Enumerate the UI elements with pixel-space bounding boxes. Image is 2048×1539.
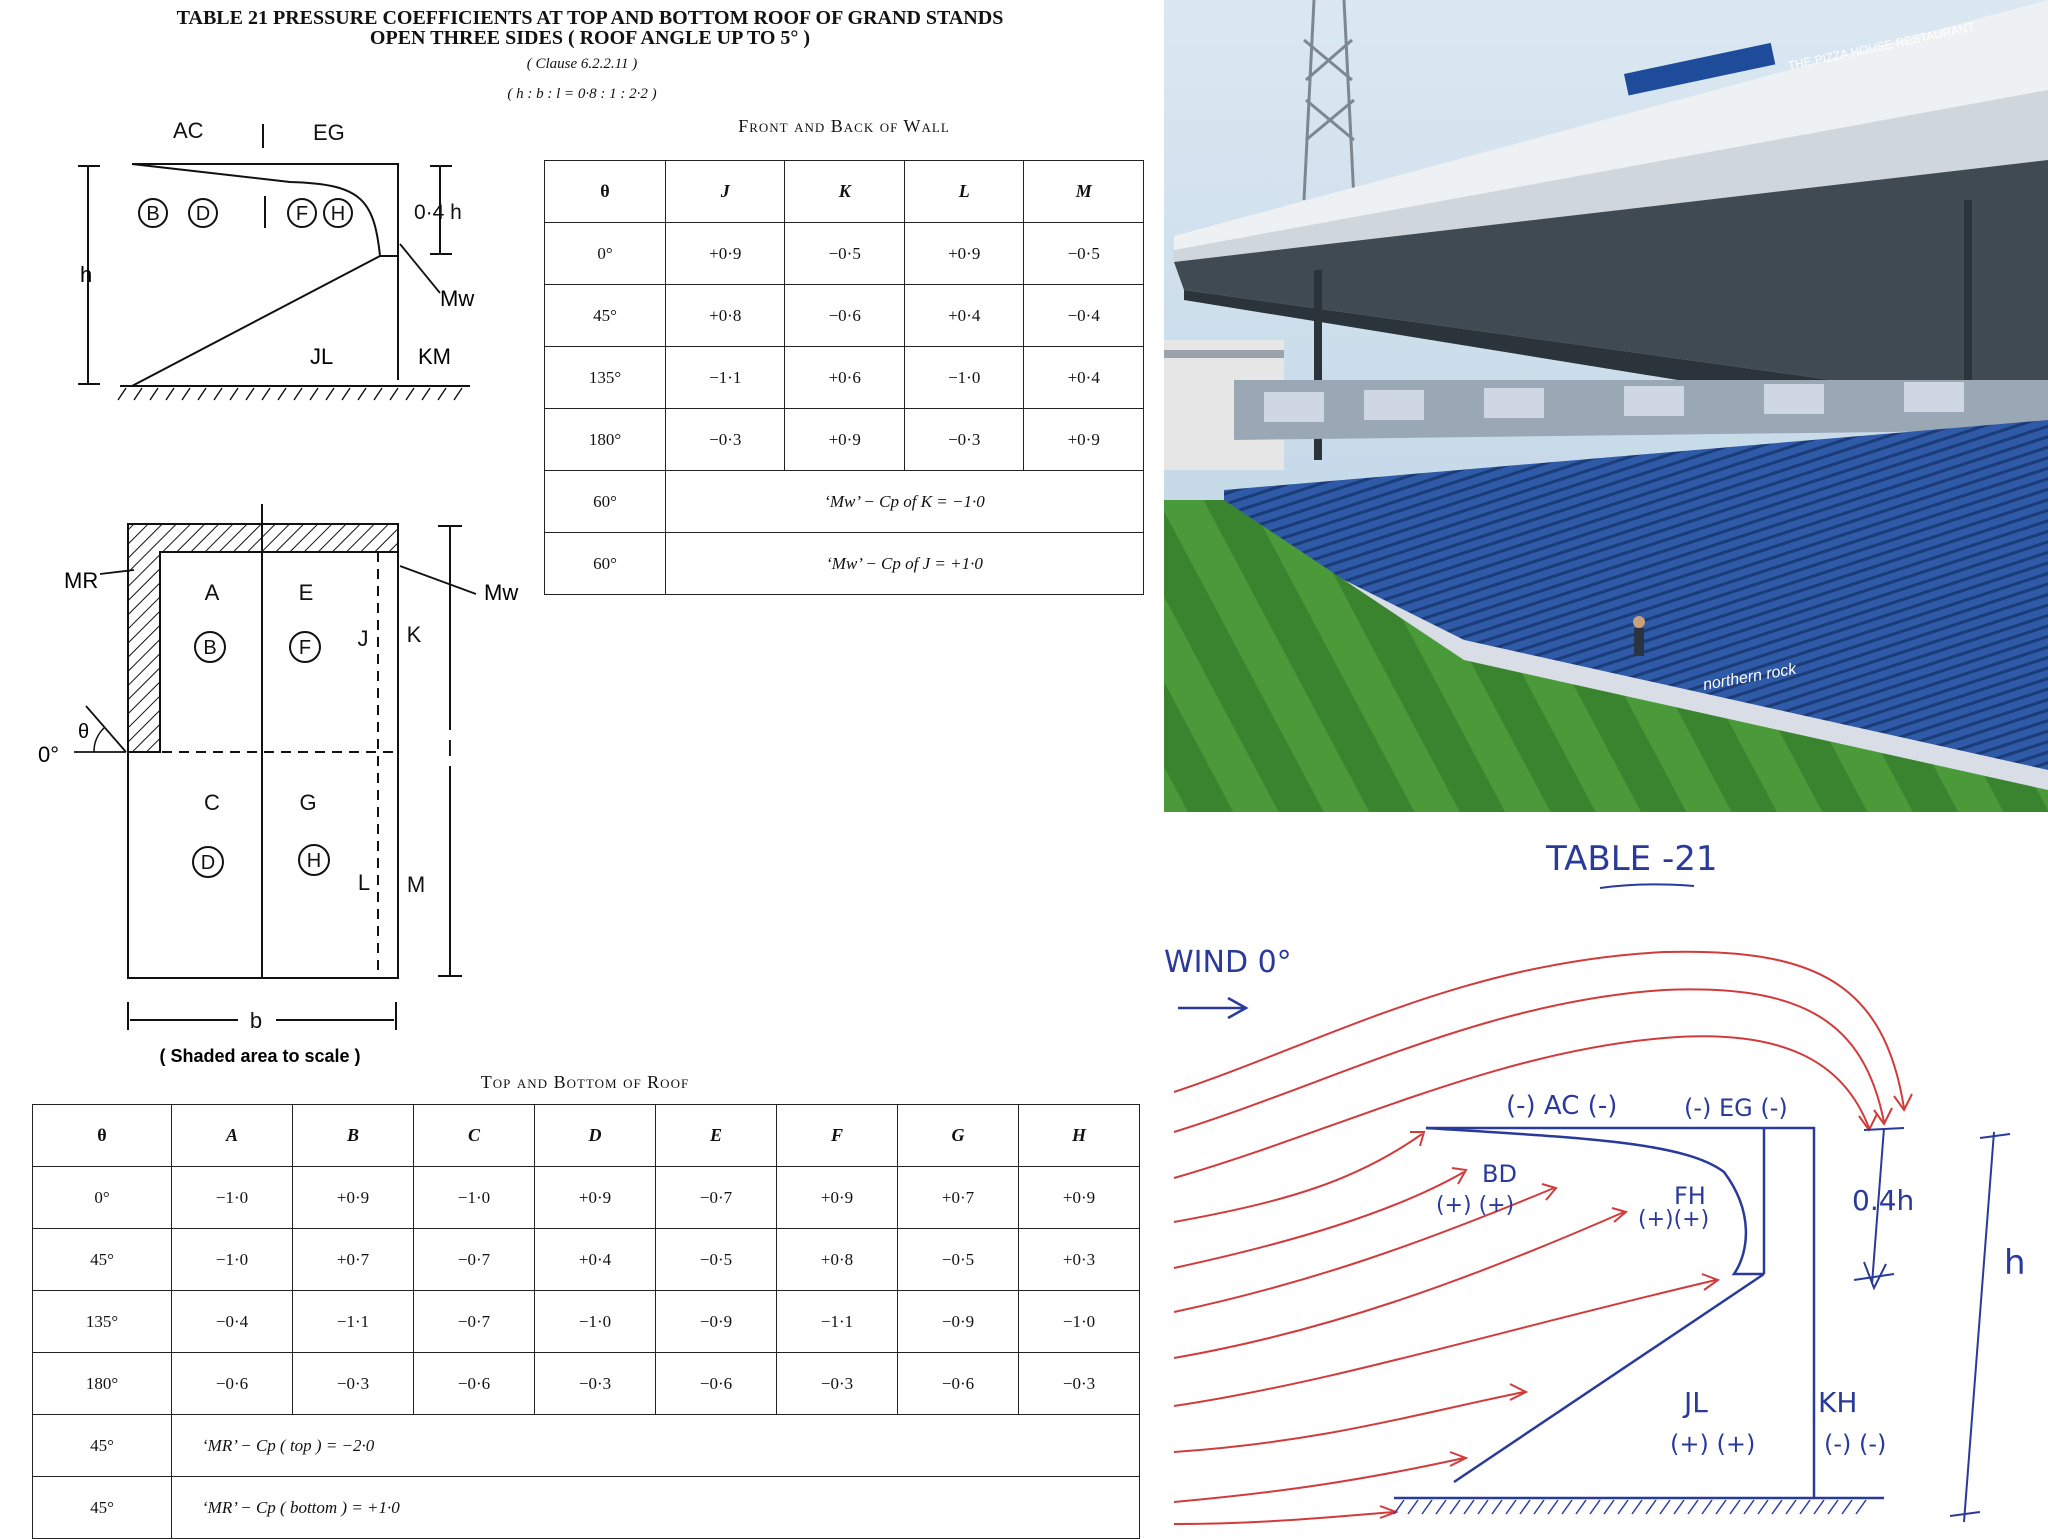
roof-cell: +0·7 [898,1167,1019,1229]
roof-note-angle: 45° [33,1477,172,1539]
roof-cell: −0·6 [414,1353,535,1415]
wall-header-m: M [1024,161,1144,223]
wall-header-j: J [666,161,785,223]
roof-cell: −1·0 [1019,1291,1140,1353]
wall-cell: −1·1 [666,347,785,409]
circle-b-plan: B [203,637,217,659]
plan-caption: ( Shaded area to scale ) [159,1046,361,1066]
table-title [0,8,1180,48]
roof-note-angle: 45° [33,1415,172,1477]
label-mw-plan: Mw [484,580,519,605]
label-c: C [204,790,220,815]
table-row [33,1229,1140,1291]
sketch-label-bd: BD [1482,1160,1517,1188]
roof-header-h: H [1019,1105,1140,1167]
roof-cell: −0·9 [656,1291,777,1353]
circle-h: H [330,203,346,225]
roof-cell: +0·4 [535,1229,656,1291]
table-row [545,409,1144,471]
roof-cell: 0° [33,1167,172,1229]
dim-h: h [80,262,93,287]
roof-table-caption: Top and Bottom of Roof [480,1072,690,1092]
wall-note-angle: 60° [545,471,666,533]
roof-header-b: B [293,1105,414,1167]
wall-cell: +0·4 [904,285,1023,347]
wall-header-l: L [904,161,1023,223]
roof-cell: −0·4 [172,1291,293,1353]
table-row [33,1291,1140,1353]
sketch-wind-label: WIND 0° [1164,945,1292,980]
wall-cell: −0·6 [785,285,904,347]
table-title-line1: TABLE 21 PRESSURE COEFFICIENTS AT TOP AND BOTTOM ROOF OF GRAND STANDS [176,7,1004,29]
circle-h-plan: H [306,850,322,872]
grandstand-photo [1164,0,2048,812]
wall-cell: +0·9 [904,223,1023,285]
label-eg: EG [313,120,345,145]
wall-note-angle: 60° [545,533,666,595]
roof-cell: +0·3 [1019,1229,1140,1291]
roof-cell: +0·9 [1019,1167,1140,1229]
wall-cell: +0·9 [785,409,904,471]
sketch-label-jl-signs: (+) (+) [1670,1430,1756,1458]
angle-theta: θ [78,721,90,743]
roof-cell: −0·3 [1019,1353,1140,1415]
section-diagram [60,118,500,408]
roof-note-text: ‘MR’ − Cp ( top ) = −2·0 [172,1415,1140,1477]
table-row [545,471,1144,533]
wall-table [544,160,1144,595]
photo-banner-rock: northern rock [1701,660,1798,694]
roof-header-a: A [172,1105,293,1167]
sketch-label-jl: JL [1684,1386,1708,1419]
wall-cell: 135° [545,347,666,409]
wind-sketch [1164,812,2048,1536]
table-row [33,1477,1140,1539]
roof-cell: 180° [33,1353,172,1415]
label-jl: JL [310,344,334,369]
roof-cell: +0·9 [535,1167,656,1229]
roof-cell: −1·0 [172,1229,293,1291]
roof-cell: −0·5 [656,1229,777,1291]
table-title-line2: OPEN THREE SIDES ( ROOF ANGLE UP TO 5° ) [369,27,811,49]
label-m: M [406,872,426,897]
sketch-label-bd-signs: (+) (+) [1436,1193,1515,1218]
plan-diagram [30,500,550,1080]
label-e: E [298,580,314,605]
wall-cell: 45° [545,285,666,347]
table-row [545,533,1144,595]
circle-d: D [195,203,211,225]
sketch-label-kh: KH [1818,1386,1858,1419]
roof-cell: −1·1 [293,1291,414,1353]
wall-cell: −0·4 [1024,285,1144,347]
roof-cell: −1·0 [172,1167,293,1229]
label-ac: AC [173,118,204,143]
sketch-title: TABLE -21 [1546,839,1718,879]
roof-cell: +0·7 [293,1229,414,1291]
sketch-label-fh: FH [1674,1182,1706,1210]
roof-cell: −0·7 [656,1167,777,1229]
photo-banner-pizza: THE PIZZA HOUSE RESTAURANT [1786,19,1976,73]
wall-cell: +0·4 [1024,347,1144,409]
circle-f: F [295,203,309,225]
wall-table-caption: Front and Back of Wall [738,116,950,136]
label-a: A [204,580,220,605]
roof-header-d: D [535,1105,656,1167]
roof-table [32,1104,1140,1539]
roof-cell: 135° [33,1291,172,1353]
wall-cell: −1·0 [904,347,1023,409]
roof-header-g: G [898,1105,1019,1167]
label-l-side: L [357,870,371,895]
roof-cell: −0·6 [172,1353,293,1415]
roof-cell: −0·3 [777,1353,898,1415]
wall-cell: +0·9 [1024,409,1144,471]
roof-header-c: C [414,1105,535,1167]
wall-cell: +0·8 [666,285,785,347]
dim-04h: 0·4 h [414,201,462,224]
table-row [545,223,1144,285]
roof-cell: −1·0 [414,1167,535,1229]
wall-cell: −0·5 [1024,223,1144,285]
wall-note-text: ‘Mw’ − Cp of K = −1·0 [666,471,1144,533]
roof-cell: −0·6 [656,1353,777,1415]
label-k: K [406,622,422,647]
roof-cell: −0·3 [293,1353,414,1415]
roof-cell: 45° [33,1229,172,1291]
label-mr: MR [64,568,99,593]
roof-cell: −1·0 [535,1291,656,1353]
roof-header-theta: θ [33,1105,172,1167]
label-mw-section: Mw [440,286,475,311]
clause-reference: ( Clause 6.2.2.11 ) [526,56,638,72]
roof-cell: −0·6 [898,1353,1019,1415]
roof-cell: +0·9 [293,1167,414,1229]
sketch-dim-04h: 0.4h [1852,1184,1915,1217]
circle-b: B [146,203,160,225]
sketch-label-eg: (-) EG (-) [1684,1094,1788,1122]
roof-cell: −0·7 [414,1229,535,1291]
roof-cell: −0·9 [898,1291,1019,1353]
dimension-ratio: ( h : b : l = 0·8 : 1 : 2·2 ) [507,86,657,102]
circle-d-plan: D [200,852,216,874]
grandstand-illustration [1164,0,2048,812]
sketch-dim-h: h [2004,1243,2026,1283]
label-km: KM [418,344,451,369]
label-g: G [299,790,317,815]
wall-cell: −0·5 [785,223,904,285]
roof-note-text: ‘MR’ − Cp ( bottom ) = +1·0 [172,1477,1140,1539]
dim-b: b [249,1008,263,1033]
label-j: J [357,626,369,651]
table-row [545,347,1144,409]
wall-cell: +0·6 [785,347,904,409]
wall-cell: −0·3 [666,409,785,471]
circle-f-plan: F [298,637,312,659]
seating-slope [132,256,380,386]
roof-cell: −0·3 [535,1353,656,1415]
roof-table-header [33,1105,1140,1167]
wall-cell: −0·3 [904,409,1023,471]
roof-cell: +0·9 [777,1167,898,1229]
wall-cell: +0·9 [666,223,785,285]
wall-table-header [545,161,1144,223]
wall-header-k: K [785,161,904,223]
wall-cell: 0° [545,223,666,285]
sketch-label-fh-signs: (+)(+) [1638,1207,1710,1232]
wall-header-theta: θ [545,161,666,223]
roof-cell: −0·5 [898,1229,1019,1291]
roof-cell: −1·1 [777,1291,898,1353]
wall-note-text: ‘Mw’ − Cp of J = +1·0 [666,533,1144,595]
wall-cell: 180° [545,409,666,471]
table-row [33,1167,1140,1229]
sketch-label-kh-signs: (-) (-) [1824,1430,1887,1458]
roof-cell: +0·8 [777,1229,898,1291]
roof-cell: −0·7 [414,1291,535,1353]
dim-l: l [447,736,453,761]
table-row [33,1415,1140,1477]
sketch-label-ac: (-) AC (-) [1506,1091,1618,1121]
roof-header-e: E [656,1105,777,1167]
roof-header-f: F [777,1105,898,1167]
angle-zero: 0° [38,742,60,767]
table-row [545,285,1144,347]
table-row [33,1353,1140,1415]
